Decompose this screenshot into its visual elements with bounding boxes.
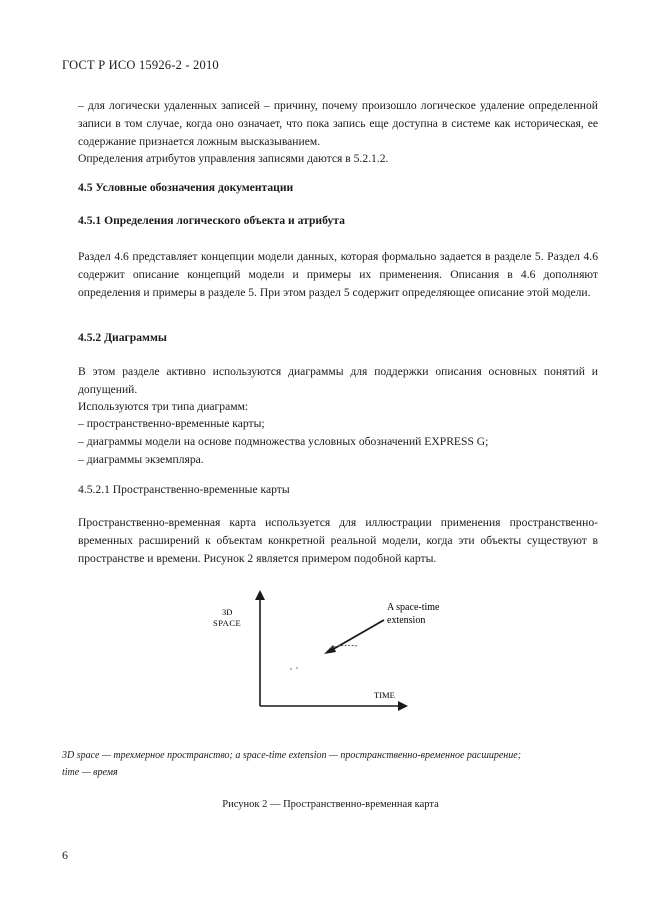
section-4-5-2-1-heading: 4.5.2.1 Пространственно-временные карты xyxy=(78,483,290,496)
annotation-line-2: extension xyxy=(387,615,426,626)
section-4-5-2-heading: 4.5.2 Диаграммы xyxy=(78,331,167,344)
annotation-line-1: A space-time xyxy=(387,602,440,613)
section-4-5-1-heading: 4.5.1 Определения логического объекта и атрибута xyxy=(78,214,345,227)
diagram-types-list xyxy=(78,415,598,468)
section-4-5-2-1-paragraph-text: Пространственно-временная карта используется для иллюстрации применения пространственно-временных расширений к объектам конкретной реальной модели, когда эти объекты существуют в пространстве и времени. Рисунок 2 является примером подобной карты. xyxy=(78,516,598,565)
list-item: – диаграммы экземпляра. xyxy=(78,452,204,466)
intro-paragraph-2: Определения атрибутов управления записями даются в 5.2.1.2. xyxy=(78,152,389,165)
list-item: – пространственно-временные карты; xyxy=(78,417,265,430)
speck-mark xyxy=(290,668,291,669)
figure-legend-line-1: 3D space — трехмерное пространство; a space-time extension — пространственно-временное расширение; xyxy=(62,750,522,761)
intro-paragraph-1-text: – для логически удаленных записей – причину, почему произошло логическое удаление определенной записи в том случае, когда оно означает, что пока запись еще доступна в системе как историческая, ее содержание признается ложным высказыванием. xyxy=(78,99,598,148)
section-4-5-2-1-paragraph xyxy=(62,514,598,567)
section-4-5-2-paragraph-1 xyxy=(62,363,598,399)
page-number: 6 xyxy=(62,848,68,862)
section-4-5-1-paragraph xyxy=(62,248,598,301)
annotation-arrowhead xyxy=(324,645,336,654)
figure-legend xyxy=(62,747,602,781)
section-4-5-heading: 4.5 Условные обозначения документации xyxy=(78,181,294,194)
section-4-5-1-paragraph-text: Раздел 4.6 представляет концепции модели данных, которая формально задается в разделе 5. Раздел 4.6 содержит описание концепций модели и примеры их применения. Описания в 4.6 дополняют определения и примеры в разделе 5. При этом раздел 5 содержит определяющее описание этой модели. xyxy=(78,250,598,299)
intro-paragraph-1 xyxy=(62,97,598,150)
x-axis-arrowhead xyxy=(398,701,408,711)
document-header: ГОСТ Р ИСО 15926-2 - 2010 xyxy=(62,58,219,72)
y-axis-label-line-2: SPACE xyxy=(213,618,242,628)
section-4-5-2-paragraph-2: Используются три типа диаграмм: xyxy=(78,400,249,413)
figure-legend-line-2: time — время xyxy=(62,767,118,778)
y-axis-arrowhead xyxy=(255,590,265,600)
section-4-5-2-paragraph-1-text: В этом разделе активно используются диаграммы для поддержки описания основных понятий и допущений. xyxy=(78,365,598,396)
space-time-map-figure xyxy=(200,588,440,718)
y-axis-label-line-1: 3D xyxy=(222,607,233,617)
figure-title: Рисунок 2 — Пространственно-временная карта xyxy=(222,799,439,810)
x-axis-label: TIME xyxy=(374,690,395,700)
speck-mark xyxy=(296,667,297,668)
list-item: – диаграммы модели на основе подмножества условных обозначений EXPRESS G; xyxy=(78,434,489,448)
